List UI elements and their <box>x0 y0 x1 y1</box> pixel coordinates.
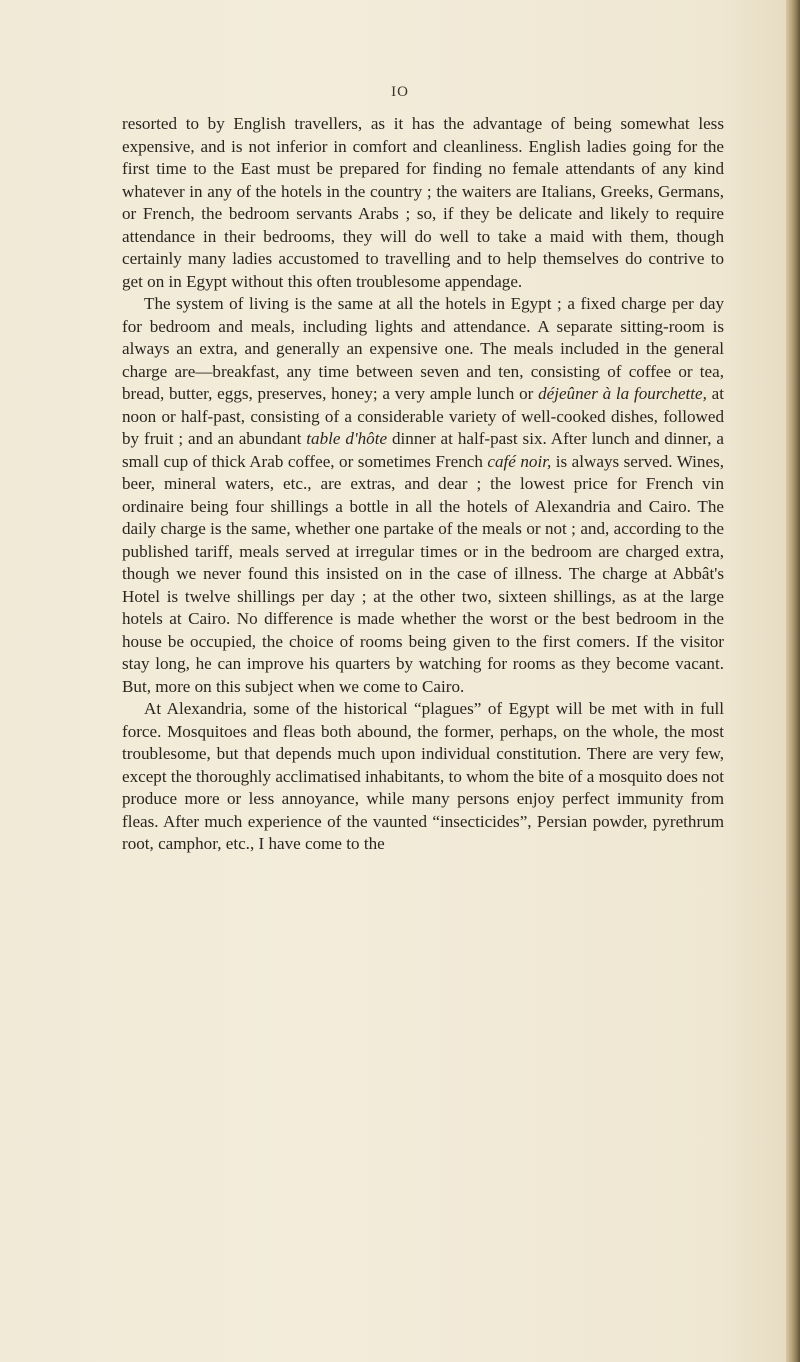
paragraph-2-text: at noon or half-past, consisting of a considerable variety of well-cooked dishes, followed by fruit ; and an abundant <box>122 384 724 448</box>
italic-phrase-table-dhote: table d'hôte <box>306 429 388 448</box>
paragraph-3 <box>122 698 724 856</box>
paragraph-1-text: resorted to by English travellers, as it has the advantage of being somewhat less expensive, and is not inferior in comfort and cleanliness. English ladies going for the first time to the East must be prepared for finding no female attendants of any kind whatever in any of the hotels in the country ; the waiters are Italians, Greeks, Germans, or French, the bedroom servants Arabs ; so, if they be delicate and likely to require attendance in their bedrooms, they will do well to take a maid with them, though certainly many ladies accustomed to travelling and to help themselves do contrive to get on in Egypt without this often troublesome appendage. <box>122 114 724 291</box>
paragraph-3-text: At Alexandria, some of the historical “plagues” of Egypt will be met with in full force. Mosquitoes and fleas both abound, the former, perhaps, on the whole, the most troublesome, but that depends much upon individual constitution. There are very few, except the thoroughly acclimatised inhabitants, to whom the bite of a mosquito does not produce more or less annoyance, while many persons enjoy perfect immunity from fleas. After much experience of the vaunted “insecticides”, Persian powder, pyrethrum root, camphor, etc., I have come to the <box>122 699 724 853</box>
paragraph-2-text: is always served. Wines, beer, mineral waters, etc., are extras, and dear ; the lowest price for French vin ordinaire being four shillings a bottle in all the hotels of Alexandria and Cairo. The daily charge is the same, whether one partake of the meals or not ; and, according to the published tariff, meals served at irregular times or in the bedroom are charged extra, though we never found this insisted on in the case of illness. The charge at Abbât's Hotel is twelve shillings per day ; at the other two, sixteen shillings, as at the large hotels at Cairo. No difference is made whether the worst or the best bedroom in the house be occupied, the choice of rooms being given to the first comers. If the visitor stay long, he can improve his quarters by watching for rooms as they become vacant. But, more on this subject when we come to Cairo. <box>122 451 724 696</box>
italic-phrase-cafe-noir: café noir, <box>487 451 552 471</box>
paragraph-2-text: The system of living is the same at all the hotels in Egypt ; a fixed charge per day for bedroom and meals, including lights and attendance. A separate sitting-room is always an extra, and generally an expensive one. The meals included in the general charge are—breakfast, any time between seven and ten, consisting of coffee or tea, bread, butter, eggs, preserves, honey; a very ample lunch or <box>122 294 724 403</box>
body-text <box>122 113 724 856</box>
paragraph-2-text: dinner at half-past six. After lunch and dinner, a small cup of thick Arab coffee, or sometimes French <box>122 429 725 471</box>
page-edge <box>786 0 800 1362</box>
italic-phrase-dejeuner: déjeûner à la fourchette, <box>538 384 707 403</box>
paragraph-2 <box>122 293 724 698</box>
paragraph-1 <box>122 113 724 293</box>
page-number: IO <box>391 84 409 100</box>
